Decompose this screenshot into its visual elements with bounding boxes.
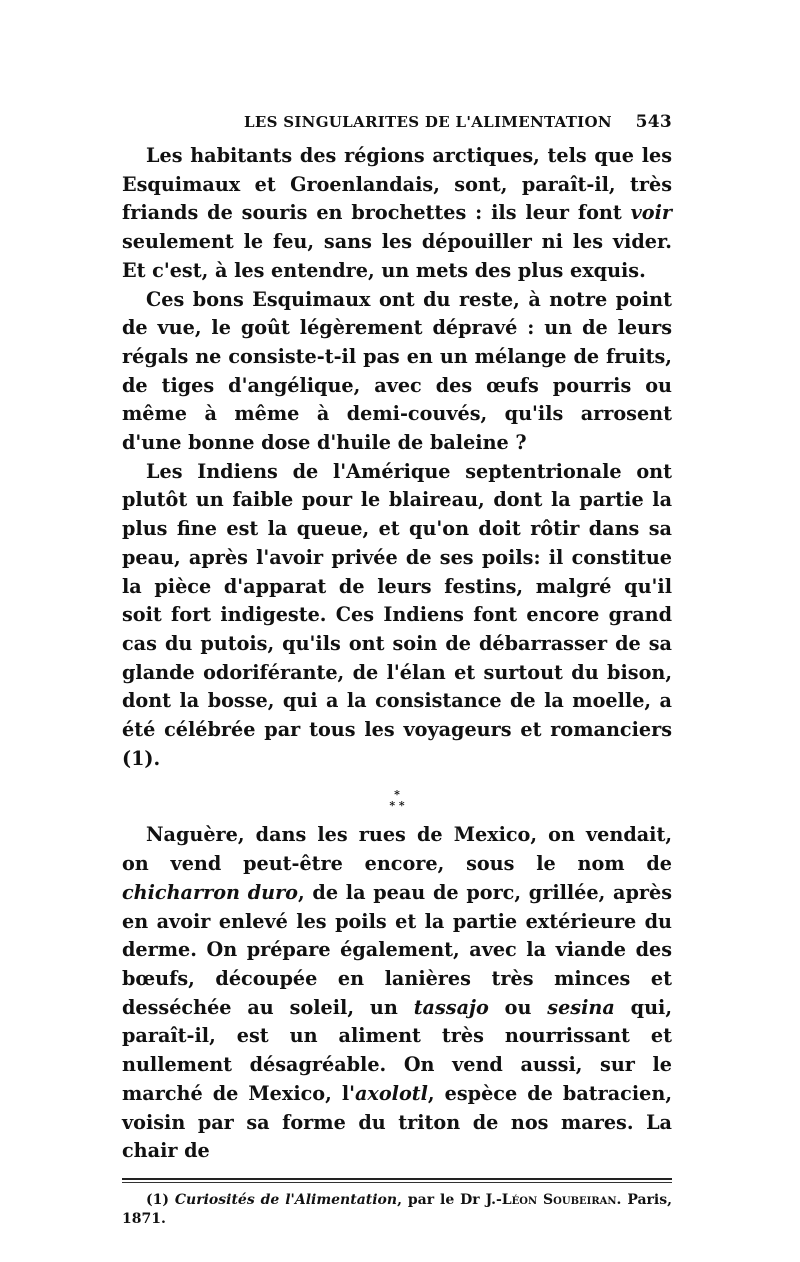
paragraph-4-emphasis-2: tassajo xyxy=(413,995,489,1019)
paragraph-1-text-end: seulement le feu, sans les dépouiller ni les vider. Et c'est, à les entendre, un mets des plus exquis. xyxy=(122,230,672,282)
paragraph-4-text-b: , de la peau de porc, grillée, après en avoir enlevé les poils et la partie extérieure du derme. On prépare également, avec la viande des bœufs, découpée en lanières très minces et desséchée au soleil, un xyxy=(122,880,672,1019)
paragraph-1-text: Les habitants des régions arctiques, tels que les Esquimaux et Groenlandais, sont, paraît-il, très friands de souris en brochettes : ils leur font xyxy=(122,144,672,225)
paragraph-4-text-c: ou xyxy=(488,995,548,1019)
paragraph-4-emphasis-3: sesina xyxy=(547,995,615,1019)
section-separator xyxy=(122,789,672,811)
footnote-end: . Paris, 1871. xyxy=(122,1191,672,1227)
footnote-marker: (1) xyxy=(146,1191,175,1208)
paragraph-4 xyxy=(122,821,672,1165)
paragraph-4-text-e: , espèce de batracien, voisin par sa forme du triton de nos mares. La chair de xyxy=(122,1081,672,1163)
running-title: LES SINGULARITES DE L'ALIMENTATION xyxy=(244,113,612,131)
footnote-rule xyxy=(122,1178,672,1180)
paragraph-1 xyxy=(122,142,672,286)
running-header xyxy=(122,112,672,132)
book-page xyxy=(122,112,672,1229)
paragraph-3: Les Indiens de l'Amérique septentrionale ont plutôt un faible pour le blaireau, dont la partie la plus fine est la queue, et qu'on doit rôtir dans sa peau, après l'avoir privée de ses poils: il constitue la pièce d'apparat de leurs festins, malgré qu'il soit fort indigeste. Ces Indiens font encore grand cas du putois, qu'ils ont soin de débarrasser de sa glande odoriférante, de l'élan et surtout du bison, dont la bosse, qui a la consistance de la moelle, a été célébrée par tous les voyageurs et romanciers (1). xyxy=(122,459,672,770)
footnote xyxy=(122,1191,672,1229)
paragraph-4-text-d: qui, paraît-il, est un aliment très nourrissant et nullement désagréable. On vend aussi, sur le marché de Mexico, l' xyxy=(122,995,673,1105)
page-number: 543 xyxy=(635,112,672,132)
paragraph-2: Ces bons Esquimaux ont du reste, à notre point de vue, le goût légèrement dépravé : un de leurs régals ne consiste-t-il pas en un mélange de fruits, de tiges d'angélique, avec des œufs pourris ou même à même à demi-couvés, qu'ils arrosent d'une bonne dose d'huile de baleine ? xyxy=(122,287,672,455)
footnote-title: Curiosités de l'Alimentation xyxy=(174,1191,398,1208)
separator-top: * xyxy=(394,788,400,802)
footnote-middle: , par le Dr J.- xyxy=(397,1191,502,1208)
footnote-author: Léon Soubeiran xyxy=(501,1191,617,1208)
page-body xyxy=(122,142,672,1166)
paragraph-1-emphasis: voir xyxy=(630,201,672,225)
paragraph-4-emphasis-4: axolotl xyxy=(355,1081,428,1105)
footnote-rule-thin xyxy=(122,1182,672,1183)
separator-bottom: * * xyxy=(389,799,405,813)
paragraph-4-text-a: Naguère, dans les rues de Mexico, on vendait, on vend peut-être encore, sous le nom de xyxy=(122,823,672,876)
paragraph-4-emphasis-1: chicharron duro xyxy=(122,880,298,904)
